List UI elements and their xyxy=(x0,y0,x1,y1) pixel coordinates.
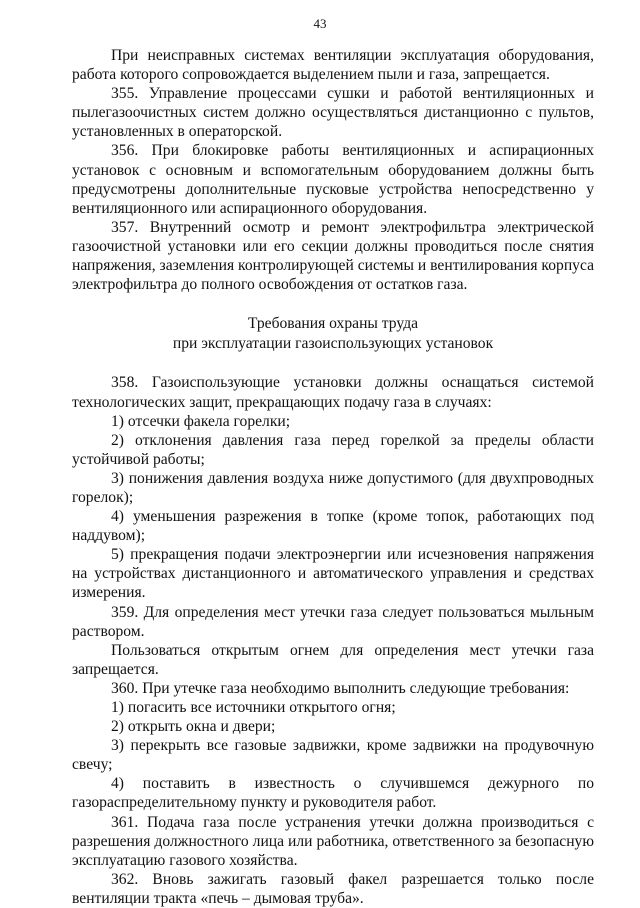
document-body xyxy=(72,46,594,908)
list-item-358-1: 1) отсечки факела горелки; xyxy=(111,412,291,430)
paragraph-open-fire: Пользоваться открытым огнем для определения мест утечки газа запрещается. xyxy=(72,641,594,678)
section-heading-line-1: Требования охраны труда xyxy=(247,315,419,333)
list-item-360-4: 4) поставить в известность о случившемся дежурного по газораспределительному пункту и руководителя работ. xyxy=(72,775,594,812)
section-heading-line-2: при эксплуатации газоиспользующих установок xyxy=(172,334,494,352)
list-item-360-1: 1) погасить все источники открытого огня; xyxy=(111,699,396,716)
list-item-358-4: 4) уменьшения разрежения в топке (кроме топок, работающих под наддувом); xyxy=(72,508,594,545)
page-number: 43 xyxy=(313,16,327,31)
paragraph-360: 360. При утечке газа необходимо выполнить следующие требования: xyxy=(111,679,570,697)
list-item-358-5: 5) прекращения подачи электроэнергии или исчезновения напряжения на устройствах дистанционного и автоматического управления и средствах измерения. xyxy=(72,546,594,602)
paragraph-361: 361. Подача газа после устранения утечки должна производиться с разрешения должностного лица или работника, ответственного за безопасную эксплуатацию газового хозяйства. xyxy=(72,813,594,869)
paragraph-356: 356. При блокировке работы вентиляционных и аспирационных установок с основным и вспомогательным оборудованием должны быть предусмотрены дополнительные пусковые устройства непосредственно у вентиляционного или аспирационного оборудования. xyxy=(72,142,594,217)
list-item-360-2: 2) открыть окна и двери; xyxy=(111,718,276,736)
paragraph-359: 359. Для определения мест утечки газа следует пользоваться мыльным раствором. xyxy=(72,603,594,640)
list-item-358-2: 2) отклонения давления газа перед горелкой за пределы области устойчивой работы; xyxy=(72,431,594,468)
paragraph-355: 355. Управление процессами сушки и работой вентиляционных и пылегазоочистных систем должно осуществляться дистанционно с пультов, установленных в операторской. xyxy=(72,85,594,141)
list-item-358-3: 3) понижения давления воздуха ниже допустимого (для двухпроводных горелок); xyxy=(72,469,594,506)
section-heading xyxy=(72,314,594,353)
paragraph-ventilation-failure: При неисправных системах вентиляции эксплуатация оборудования, работа которого сопровождается выделением пыли и газа, запрещается. xyxy=(72,47,594,84)
paragraph-358: 358. Газоиспользующие установки должны оснащаться системой технологических защит, прекращающих подачу газа в случаях: xyxy=(72,374,594,411)
paragraph-357: 357. Внутренний осмотр и ремонт электрофильтра электрической газоочистной установки или его секции должны проводиться после снятия напряжения, заземления контролирующей системы и вентилирования корпуса электрофильтра до полного освобождения от остатков газа. xyxy=(72,218,594,294)
list-item-360-3: 3) перекрыть все газовые задвижки, кроме задвижки на продувочную свечу; xyxy=(72,737,594,774)
paragraph-362: 362. Вновь зажигать газовый факел разрешается только после вентиляции тракта «печь – дымовая труба». xyxy=(72,870,594,907)
